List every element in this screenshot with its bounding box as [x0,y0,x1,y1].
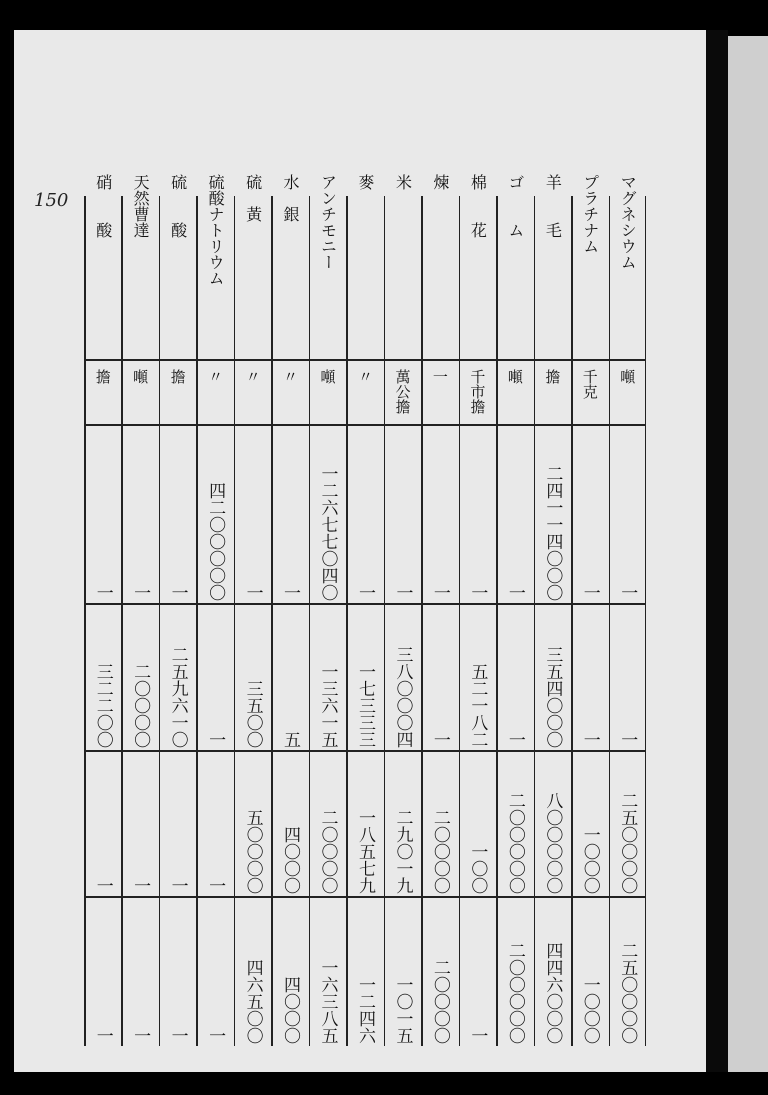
table-cell [609,898,646,1054]
table-cell [271,752,308,904]
table-column [571,166,608,1046]
item-name: 水 銀 [281,174,301,222]
table-column [421,166,458,1046]
table-column [159,166,196,1046]
table-cell [196,361,233,430]
table-cell [459,605,496,758]
table-cell [159,898,196,1054]
table-cell [196,898,233,1054]
table-cell [421,361,458,430]
table-cell [271,361,308,430]
item-unit: 噸 [318,369,337,384]
item-value: 三二二〇〇 [92,663,113,748]
table-cell [571,168,608,363]
table-cell [196,752,233,904]
table-cell [534,361,571,430]
item-value: 一八五七九 [354,809,375,894]
item-value: 一 [429,584,450,601]
item-name: 麥 [355,174,375,190]
item-value: 三五〇〇 [242,680,263,748]
table-cell [234,168,271,363]
item-value: 八〇〇〇〇〇 [542,792,563,894]
table-cell [271,426,308,611]
table-cell [84,605,121,758]
item-value: 五 [280,731,301,748]
item-unit: 〃 [281,369,300,384]
item-unit: 噸 [618,369,637,384]
item-name: アンチモニー [318,174,338,270]
table-cell [159,361,196,430]
item-value: 二五〇〇〇〇 [617,942,638,1044]
item-unit: 〃 [355,369,374,384]
item-value: 二〇〇〇〇 [130,663,151,748]
table-cell [496,752,533,904]
table-cell [534,426,571,611]
table-cell [384,426,421,611]
item-value: 二〇〇〇〇〇 [504,792,525,894]
item-value: 四〇〇〇 [280,826,301,894]
table-cell [534,898,571,1054]
item-unit: 噸 [131,369,150,384]
item-value: 四四六〇〇〇 [542,942,563,1044]
table-cell [534,752,571,904]
table-cell [384,361,421,430]
item-value: 一 [167,877,188,894]
table-cell [384,605,421,758]
item-value: 四〇〇〇 [280,976,301,1044]
item-value: 四二〇〇〇〇〇 [205,482,226,601]
item-value: 一 [205,731,226,748]
item-value: 一 [504,584,525,601]
item-value: 一 [130,1027,151,1044]
table-cell [121,426,158,611]
item-value: 三八〇〇〇四 [392,646,413,748]
table-cell [271,898,308,1054]
item-unit: 擔 [93,369,112,384]
table-cell [84,752,121,904]
table-cell [609,605,646,758]
item-value: 一七三三三 [354,663,375,748]
item-value: 一二四六 [354,976,375,1044]
table-cell [384,898,421,1054]
item-value: 二〇〇〇〇〇 [504,942,525,1044]
item-name: 羊 毛 [543,174,563,238]
table-cell [384,168,421,363]
item-name: 硫 黃 [243,174,263,222]
table-cell [346,898,383,1054]
item-value: 一六三八五 [317,959,338,1044]
table-column [234,166,271,1046]
book-spine [706,30,728,1072]
item-value: 一二六七七〇四〇 [317,465,338,601]
table-cell [84,898,121,1054]
table-column [459,166,496,1046]
item-value: 一 [205,1027,226,1044]
table-cell [496,898,533,1054]
table-cell [496,426,533,611]
item-name: 棉 花 [468,174,488,238]
table-cell [84,361,121,430]
item-value: 二五〇〇〇〇 [617,792,638,894]
table-cell [159,168,196,363]
table-column [121,166,158,1046]
item-value: 一 [130,584,151,601]
table-cell [159,752,196,904]
table-cell [534,605,571,758]
item-value: 一 [579,584,600,601]
table-cell [309,752,346,904]
table-cell [421,752,458,904]
table-cell [234,361,271,430]
table-cell [609,361,646,430]
item-name: 硫 酸 [168,174,188,238]
item-unit: 〃 [243,369,262,384]
table-cell [309,426,346,611]
item-value: 一〇一五 [392,976,413,1044]
item-value: 一三六一五 [317,663,338,748]
table-cell [384,752,421,904]
table-cell [346,361,383,430]
table-cell [84,426,121,611]
table-cell [121,168,158,363]
item-value: 一 [242,584,263,601]
item-unit: 千市擔 [468,369,487,414]
table-cell [346,605,383,758]
document-page [14,30,720,1072]
item-value: 一 [504,731,525,748]
table-cell [309,168,346,363]
table-cell [421,168,458,363]
item-value: 一 [467,1027,488,1044]
item-unit: 〃 [206,369,225,384]
item-value: 二九〇一九 [392,809,413,894]
item-value: 一 [617,731,638,748]
table-cell [234,426,271,611]
table-column [384,166,421,1046]
item-value: 四六五〇〇 [242,959,263,1044]
item-value: 一〇〇〇 [579,976,600,1044]
table-column [496,166,533,1046]
item-value: 二五九六一〇 [167,646,188,748]
table-column [84,166,121,1046]
table-cell [196,168,233,363]
table-cell [159,426,196,611]
table-cell [609,426,646,611]
item-value: 一 [92,584,113,601]
item-value: 一 [167,584,188,601]
table-cell [121,361,158,430]
table-cell [121,898,158,1054]
table-cell [571,605,608,758]
table-cell [609,752,646,904]
item-value: 一 [92,1027,113,1044]
item-value: 五〇〇〇〇 [242,809,263,894]
item-value: 一 [280,584,301,601]
table-cell [121,605,158,758]
table-column [271,166,308,1046]
item-value: 一 [354,584,375,601]
item-name: 天然曹達 [131,174,151,238]
item-name: 硝 酸 [93,174,113,238]
item-value: 一〇〇〇 [579,826,600,894]
table-column [196,166,233,1046]
table-cell [459,426,496,611]
table-cell [571,361,608,430]
item-name: ゴ ム [505,174,525,238]
table-cell [571,898,608,1054]
item-unit: 萬公擔 [393,369,412,414]
item-value: 一 [92,877,113,894]
item-value: 一 [429,731,450,748]
table-column [346,166,383,1046]
table-cell [346,752,383,904]
page-number: 150 [34,190,69,211]
item-value: 二〇〇〇〇 [429,959,450,1044]
item-name: マグネシウム [618,174,638,270]
item-value: 三五四〇〇〇 [542,646,563,748]
item-value: 一 [467,584,488,601]
item-name: プラチナム [580,174,600,254]
item-value: 一 [392,584,413,601]
item-unit: 一 [430,369,449,384]
table-cell [271,605,308,758]
item-value: 二〇〇〇〇 [429,809,450,894]
table-cell [234,752,271,904]
table-cell [84,168,121,363]
item-value: 一 [130,877,151,894]
table-cell [159,605,196,758]
table-cell [496,168,533,363]
table-cell [346,426,383,611]
table-cell [346,168,383,363]
table-cell [309,361,346,430]
data-table [84,166,646,1046]
item-unit: 千克 [580,369,599,399]
table-cell [309,605,346,758]
table-cell [421,426,458,611]
table-cell [421,898,458,1054]
item-unit: 擔 [168,369,187,384]
item-name: 煉 [430,174,450,190]
table-cell [196,426,233,611]
table-cell [234,605,271,758]
table-cell [534,168,571,363]
item-unit: 噸 [505,369,524,384]
table-cell [496,361,533,430]
table-cell [571,426,608,611]
table-column [309,166,346,1046]
next-page-edge [728,36,768,1072]
table-cell [609,168,646,363]
table-cell [121,752,158,904]
table-column [534,166,571,1046]
item-name: 米 [393,174,413,190]
table-cell [271,168,308,363]
item-value: 二四一一四〇〇〇 [542,465,563,601]
item-value: 一 [167,1027,188,1044]
table-cell [234,898,271,1054]
item-value: 一 [205,877,226,894]
table-cell [459,898,496,1054]
table-cell [421,605,458,758]
item-value: 五二一八二 [467,663,488,748]
item-name: 硫酸ナトリウム [206,174,226,286]
table-cell [196,605,233,758]
table-cell [459,361,496,430]
table-cell [459,168,496,363]
table-column [609,166,646,1046]
table-cell [309,898,346,1054]
item-value: 二〇〇〇〇 [317,809,338,894]
item-value: 一〇〇 [467,843,488,894]
table-cell [496,605,533,758]
table-cell [459,752,496,904]
table-cell [571,752,608,904]
item-value: 一 [579,731,600,748]
item-value: 一 [617,584,638,601]
item-unit: 擔 [543,369,562,384]
